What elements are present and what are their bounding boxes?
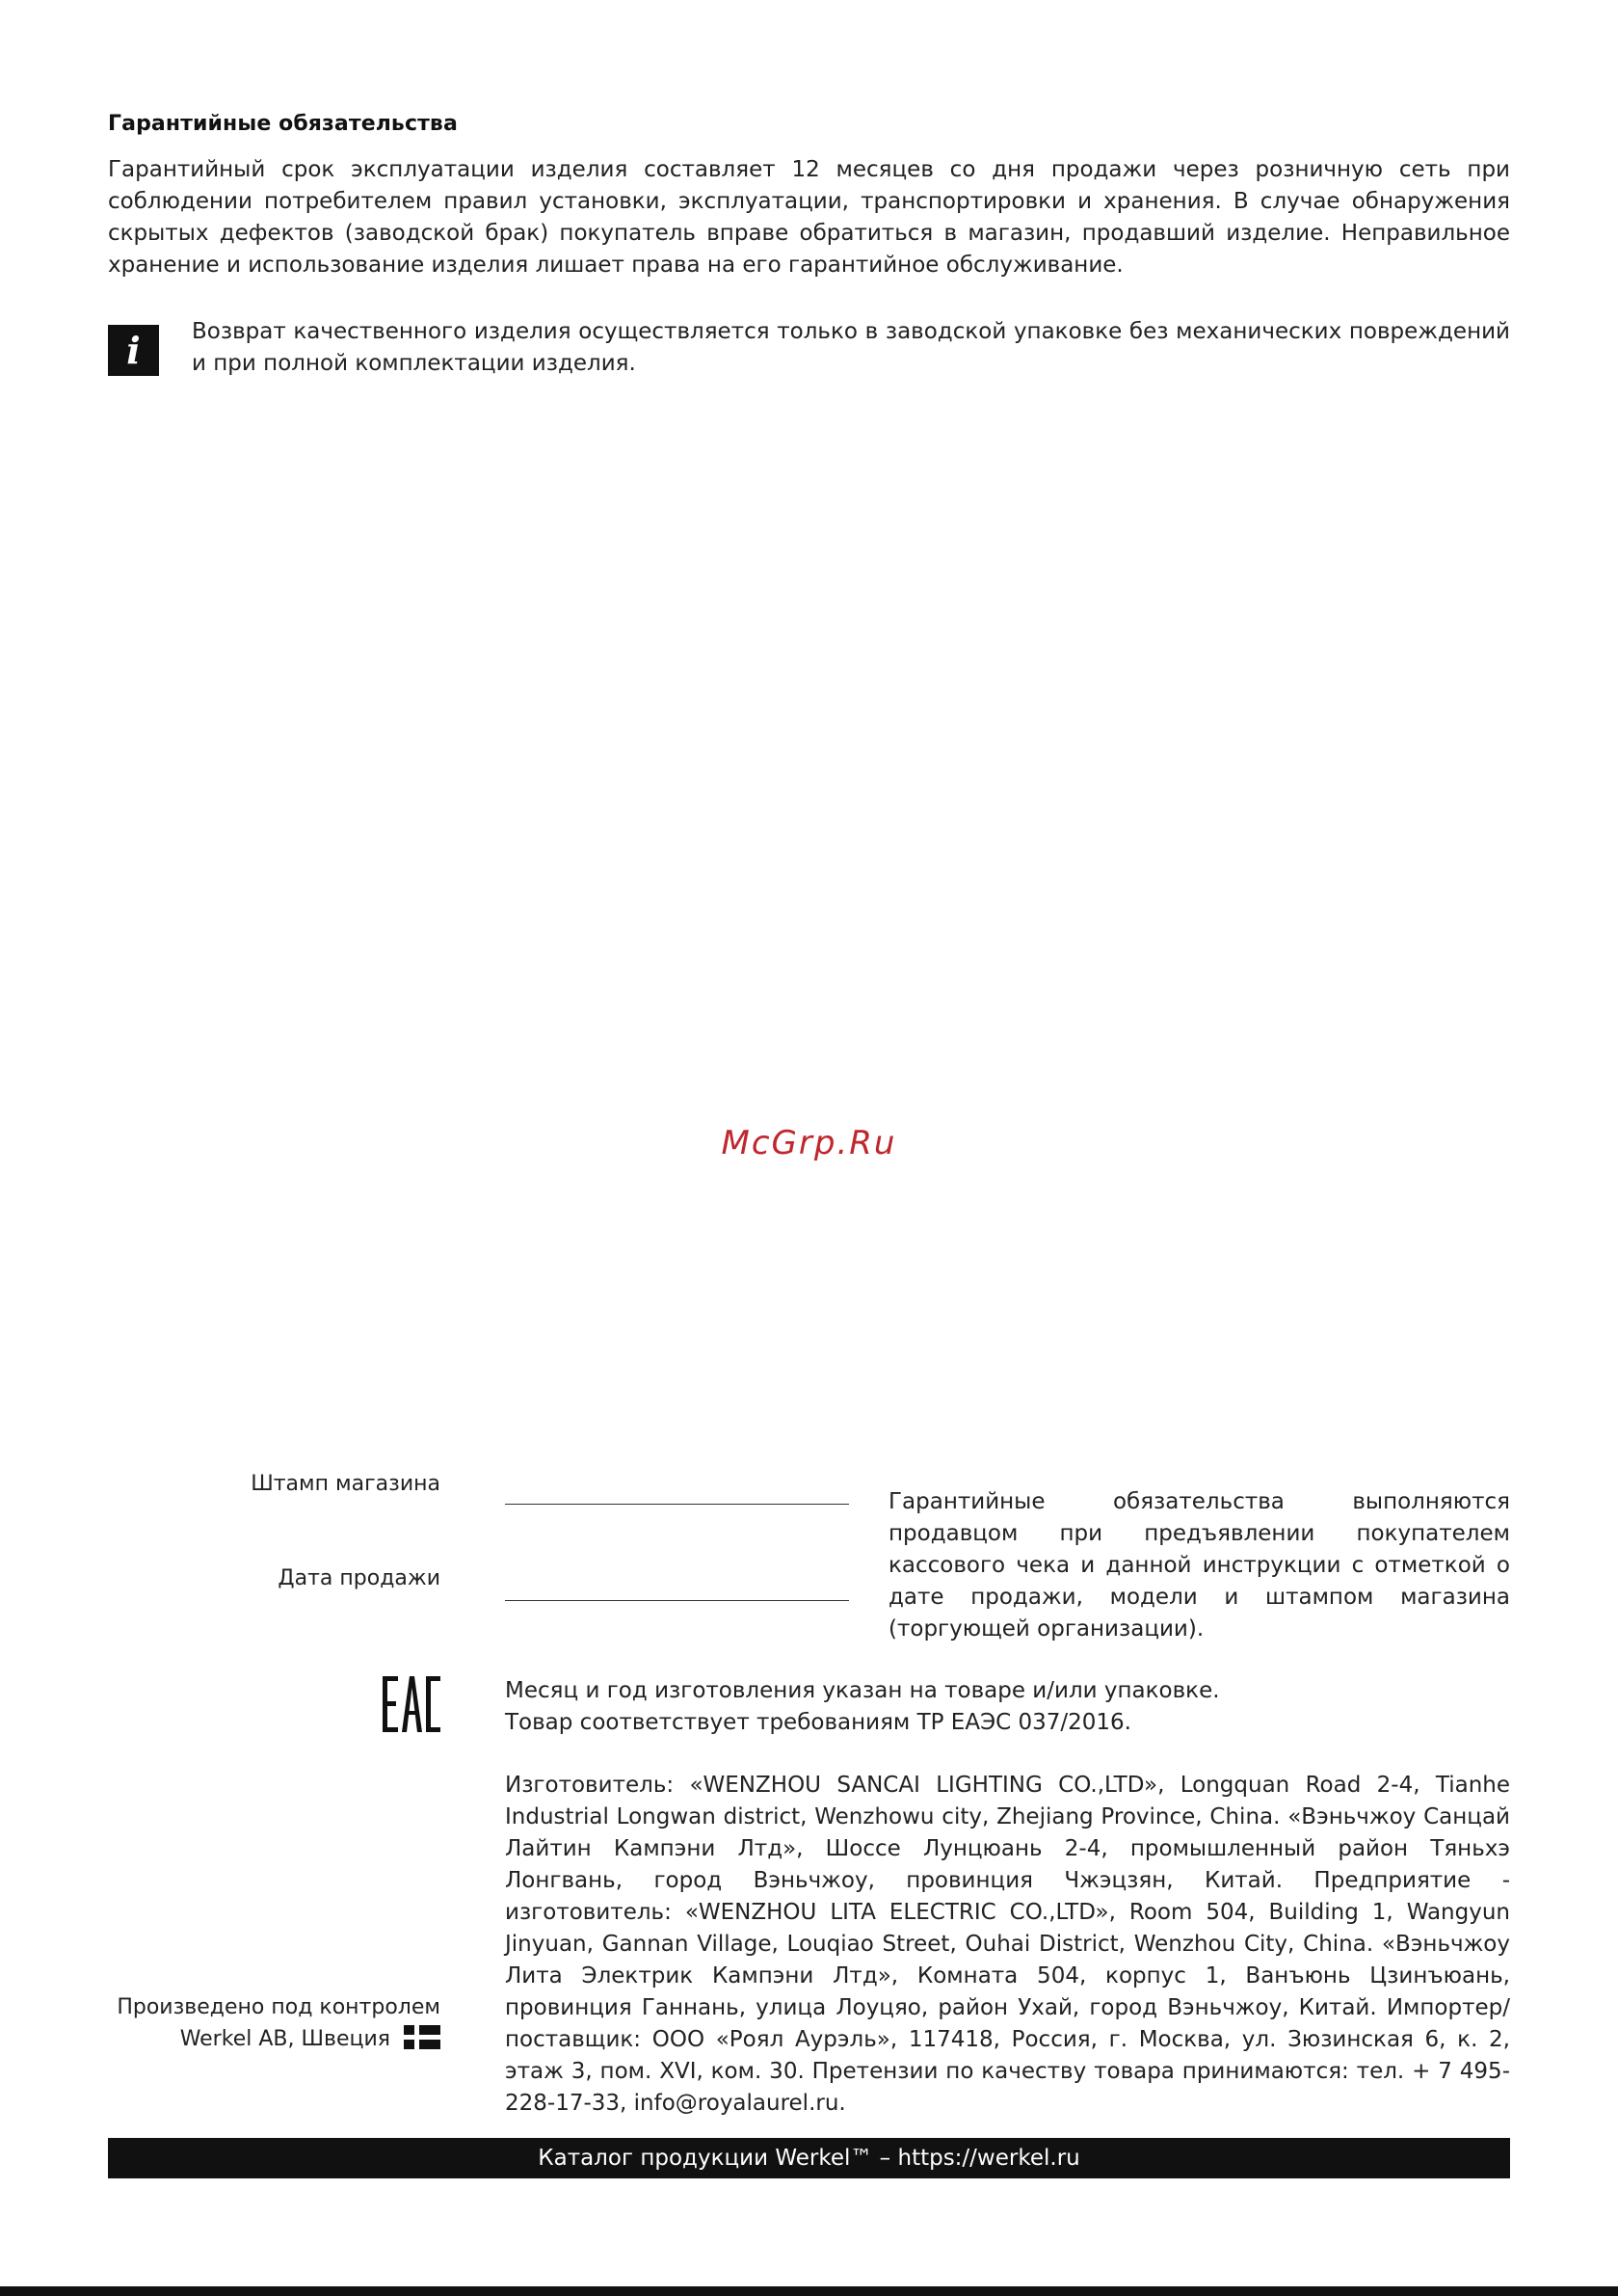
sale-date-line bbox=[505, 1600, 849, 1601]
produced-line-2 bbox=[117, 2023, 440, 2055]
stamp-line bbox=[505, 1504, 849, 1505]
catalog-link[interactable]: Каталог продукции Werkel™ – https://werkel.ru bbox=[538, 2146, 1080, 2171]
produced-company: Werkel AB, Швеция bbox=[179, 2027, 390, 2051]
info-note: Возврат качественного изделия осуществляется только в заводской упаковке без механических повреждений и при полной комплектации изделия. bbox=[192, 319, 1510, 376]
warranty-paragraph: Гарантийный срок эксплуатации изделия составляет 12 месяцев со дня продажи через розничную сеть при соблюдении потребителем правил установки, эксплуатации, транспортировки и хранения. В случае обнаружения скрытых дефектов (заводской брак) покупатель вправе обратиться в магазин, продавший изделие. Неправильное хранение и использование изделия лишает права на его гарантийное обслуживание. bbox=[108, 157, 1510, 278]
production-date-note: Месяц и год изготовления указан на товаре и/или упаковке. bbox=[505, 1678, 1220, 1703]
sale-date-label: Дата продажи bbox=[278, 1566, 440, 1590]
sweden-flag-icon bbox=[404, 2025, 440, 2049]
stamp-label: Штамп магазина bbox=[251, 1472, 440, 1496]
info-icon: i bbox=[108, 325, 159, 376]
produced-line-1: Произведено под контролем bbox=[117, 1995, 440, 2019]
bottom-rule bbox=[0, 2286, 1618, 2296]
manufacturer-info: Изготовитель: «WENZHOU SANCAI LIGHTING CO.,LTD», Longquan Road 2-4, Tianhe Industrial Longwan district, Wenzhowu city, Zhejiang Province, China. «Вэньчжоу Санцай Лайтин Кампэни Лтд», Шоссе Лунцюань 2-4, промышленный район Тяньхэ Лонгвань, город Вэньчжоу, провинция Чжэцзян, Китай. Предприятие - изготовитель: «WENZHOU LITA ELECTRIC CO.,LTD», Room 504, Building 1, Wangyun Jinyuan, Gannan Village, Louqiao Street, Ouhai District, Wenzhou City, China. «Вэньчжоу Лита Электрик Кампэни Лтд», Комната 504, корпус 1, Ванъюнь Цзинъюань, провинция Ганнань, улица Лоуцяо, район Ухай, город Вэньчжоу, Китай. Импортер/поставщик: ООО «Роял Аурэль», 117418, Россия, г. Москва, ул. Зюзинская 6, к. 2, этаж 3, пом. XVI, ком. 30. Претензии по качеству товара принимаются: тел. + 7 495-228-17-33, info@royalaurel.ru. bbox=[505, 1773, 1510, 2116]
eac-mark-icon bbox=[383, 1676, 440, 1732]
section-heading: Гарантийные обязательства bbox=[108, 112, 458, 136]
watermark: McGrp.Ru bbox=[721, 1124, 897, 1162]
guarantee-note: Гарантийные обязательства выполняются продавцом при предъявлении покупателем кассового чека и данной инструкции с отметкой о дате продажи, модели и штампом магазина (торгующей организации). bbox=[889, 1489, 1510, 1642]
compliance-note: Товар соответствует требованиям ТР ЕАЭС 037/2016. bbox=[505, 1710, 1131, 1735]
produced-under-control bbox=[117, 1991, 440, 2055]
footer-bar bbox=[108, 2138, 1510, 2178]
certification-text bbox=[505, 1675, 1220, 1739]
